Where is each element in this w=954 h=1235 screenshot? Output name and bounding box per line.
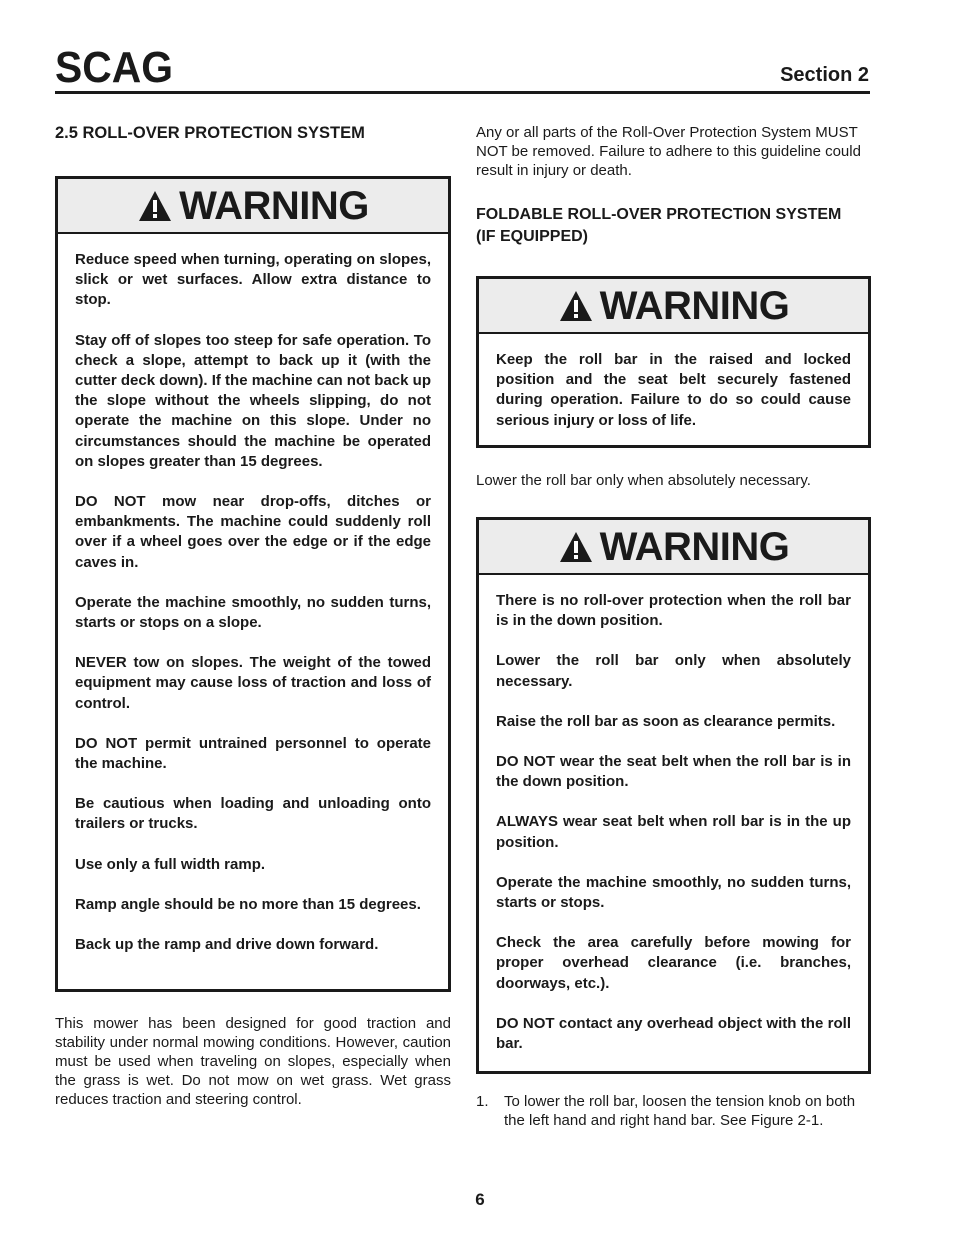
svg-text:SCAG: SCAG (55, 46, 173, 86)
warning-paragraph: NEVER tow on slopes. The weight of the towed equipment may cause loss of traction and loss of control. (75, 654, 431, 712)
page-number: 6 (475, 1190, 485, 1209)
warning-paragraph: Check the area carefully before mowing for proper overhead clearance (i.e. branches, doorways, etc.). (496, 934, 851, 992)
warning-paragraph: Reduce speed when turning, operating on slopes, slick or wet surfaces. Allow extra distance to stop. (75, 251, 431, 309)
warning-paragraph: Stay off of slopes too steep for safe operation. To check a slope, attempt to back up it (with the cutter deck down). If the machine can not back up the slope without the wheels slipping, do not operate the machine on this slope. Under no circumstances should the machine be operated on slopes greater than 15 degrees. (75, 331, 431, 470)
scag-logo (55, 46, 177, 86)
warning-header (58, 179, 448, 234)
warning-paragraph: Operate the machine smoothly, no sudden turns, starts or stops on a slope. (75, 593, 431, 632)
warning-paragraph: Operate the machine smoothly, no sudden turns, starts or stops. (496, 873, 851, 912)
warning-title: WARNING (599, 524, 790, 569)
foldable-rops-heading (476, 204, 871, 248)
warning-body (479, 575, 868, 1070)
step-number: 1. (476, 1093, 489, 1110)
warning-paragraph: There is no roll-over protection when the roll bar is in the down position. (496, 592, 851, 630)
warning-paragraph: Be cautious when loading and unloading onto trailers or trucks. (75, 795, 431, 833)
header-divider (55, 91, 870, 94)
warning-paragraph: DO NOT contact any overhead object with the roll bar. (496, 1014, 851, 1053)
warning-box-rollbar-raised (476, 276, 871, 448)
warning-body (58, 234, 448, 971)
intro-paragraph: Any or all parts of the Roll-Over Protection System MUST NOT be removed. Failure to adhere to this guideline could result in injury or death. (476, 124, 861, 179)
warning-paragraph: Use only a full width ramp. (75, 855, 266, 873)
warning-triangle-icon (558, 530, 594, 564)
warning-box-rollbar-down (476, 517, 871, 1074)
warning-paragraph: Back up the ramp and drive down forward. (75, 936, 379, 954)
warning-title: WARNING (179, 183, 369, 228)
warning-header (479, 520, 868, 575)
warning-paragraph: ALWAYS wear seat belt when roll bar is in the up position. (496, 813, 851, 851)
warning-triangle-icon (137, 189, 173, 223)
warning-paragraph: DO NOT permit untrained personnel to operate the machine. (75, 734, 431, 773)
foldable-rops-heading-line2: (IF EQUIPPED) (476, 228, 589, 245)
warning-body (479, 334, 868, 447)
warning-paragraph: Lower the roll bar only when absolutely necessary. (496, 652, 851, 690)
traction-paragraph: This mower has been designed for good traction and stability under normal mowing conditions. However, caution must be used when traveling on slopes, especially when the grass is wet. Do not mow on wet grass. Wet grass reduces traction and steering control. (55, 1015, 451, 1108)
warning-paragraph: Raise the roll bar as soon as clearance permits. (496, 712, 836, 730)
warning-paragraph: Keep the roll bar in the raised and locked position and the seat belt securely fastened during operation. Failure to do so could cause serious injury or loss of life. (496, 351, 851, 429)
warning-box-slopes (55, 176, 451, 992)
section-heading: 2.5 ROLL-OVER PROTECTION SYSTEM (55, 124, 365, 142)
warning-paragraph: DO NOT mow near drop-offs, ditches or embankments. The machine could suddenly roll over if a wheel goes over the edge or if the edge caves in. (75, 493, 431, 571)
warning-header (479, 279, 868, 334)
step-text: To lower the roll bar, loosen the tension knob on both the left hand and right hand bar. See Figure 2-1. (504, 1093, 856, 1129)
warning-paragraph: Ramp angle should be no more than 15 degrees. (75, 895, 421, 913)
warning-triangle-icon (558, 289, 594, 323)
lower-rollbar-paragraph: Lower the roll bar only when absolutely necessary. (476, 472, 811, 489)
warning-title: WARNING (599, 283, 790, 328)
warning-paragraph: DO NOT wear the seat belt when the roll bar is in the down position. (496, 753, 851, 791)
step-item (476, 1092, 871, 1130)
section-title: Section 2 (780, 64, 869, 86)
foldable-rops-heading-line1: FOLDABLE ROLL-OVER PROTECTION SYSTEM (476, 206, 842, 223)
